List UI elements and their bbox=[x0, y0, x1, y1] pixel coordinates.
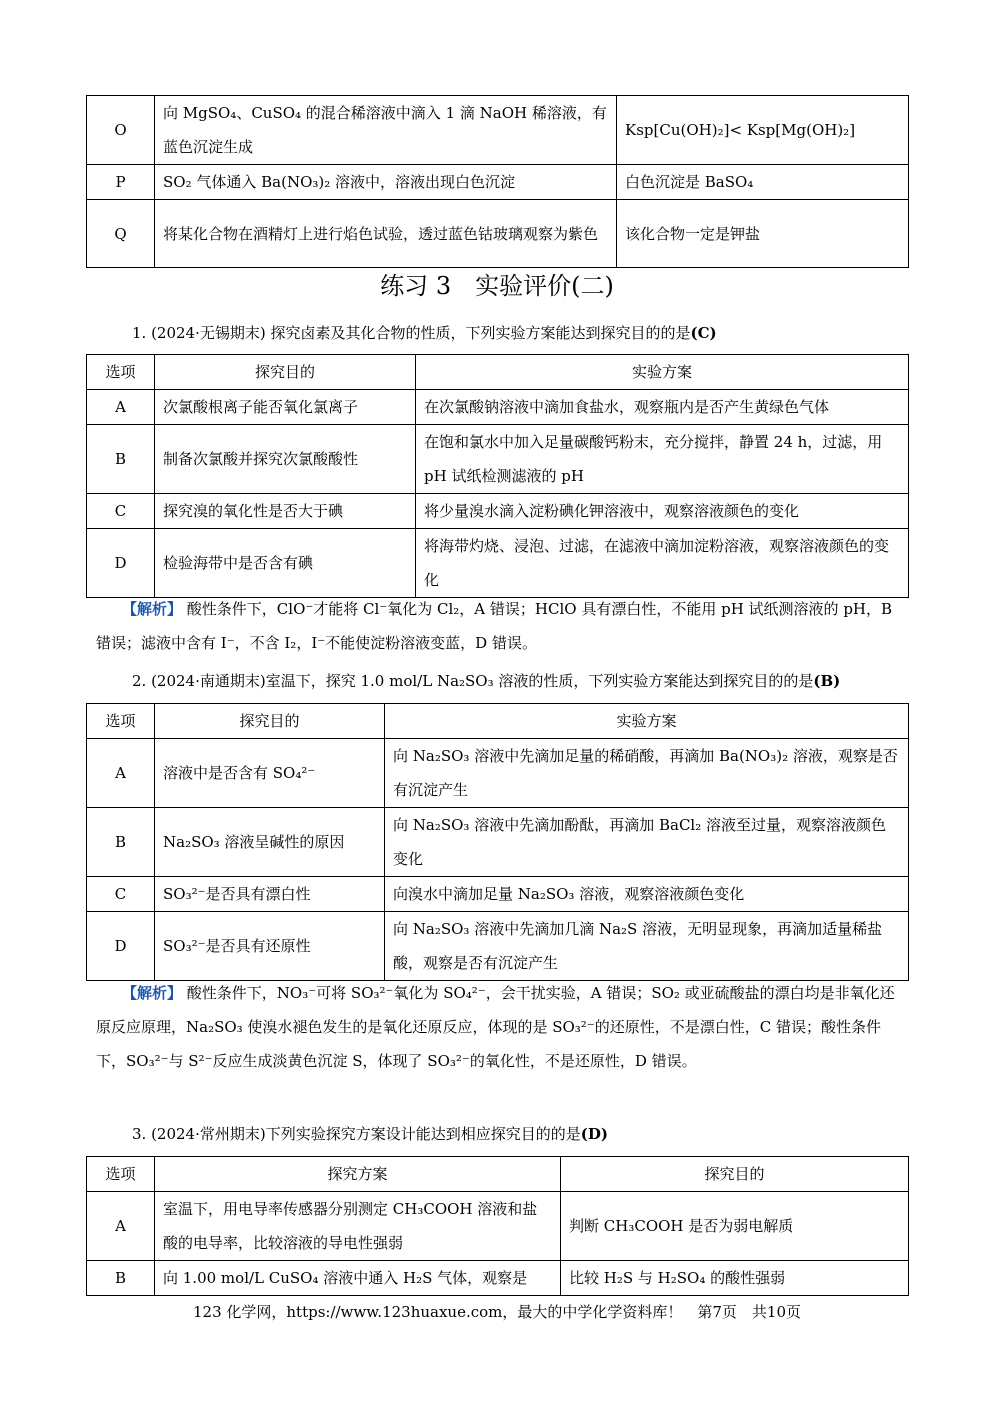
table-row bbox=[87, 877, 909, 912]
goal-cell: 制备次氯酸并探究次氯酸酸性 bbox=[155, 425, 416, 494]
plan-cell: 向 Na₂SO₃ 溶液中先滴加几滴 Na₂S 溶液，无明显现象，再滴加适量稀盐酸，观察是否有沉淀产生 bbox=[385, 912, 909, 981]
table-row bbox=[87, 390, 909, 425]
plan-cell: 向溴水中滴加足量 Na₂SO₃ 溶液，观察溶液颜色变化 bbox=[385, 877, 909, 912]
continued-table bbox=[86, 95, 909, 268]
option-cell: Q bbox=[87, 200, 155, 268]
plan-cell: 向 Na₂SO₃ 溶液中先滴加足量的稀硝酸，再滴加 Ba(NO₃)₂ 溶液，观察是否有沉淀产生 bbox=[385, 739, 909, 808]
header-option: 选项 bbox=[87, 1157, 155, 1192]
question-2-table bbox=[86, 703, 909, 981]
option-cell: B bbox=[87, 425, 155, 494]
option-cell: C bbox=[87, 877, 155, 912]
table-row bbox=[87, 494, 909, 529]
header-plan: 探究方案 bbox=[155, 1157, 561, 1192]
goal-cell: 判断 CH₃COOH 是否为弱电解质 bbox=[561, 1192, 909, 1261]
header-goal: 探究目的 bbox=[561, 1157, 909, 1192]
table-header-row bbox=[87, 704, 909, 739]
content-cell: SO₂ 气体通入 Ba(NO₃)₂ 溶液中，溶液出现白色沉淀 bbox=[155, 165, 617, 200]
goal-cell: SO₃²⁻是否具有还原性 bbox=[155, 912, 385, 981]
content-cell: 向 MgSO₄、CuSO₄ 的混合稀溶液中滴入 1 滴 NaOH 稀溶液，有蓝色沉淀生成 bbox=[155, 96, 617, 165]
option-cell: D bbox=[87, 912, 155, 981]
content-cell: 将某化合物在酒精灯上进行焰色试验，透过蓝色钴玻璃观察为紫色 bbox=[155, 200, 617, 268]
goal-cell: SO₃²⁻是否具有漂白性 bbox=[155, 877, 385, 912]
table-row bbox=[87, 200, 909, 268]
question-2-explanation bbox=[96, 976, 908, 1078]
option-cell: C bbox=[87, 494, 155, 529]
conclusion-cell: Ksp[Cu(OH)₂]< Ksp[Mg(OH)₂] bbox=[617, 96, 909, 165]
table-row bbox=[87, 529, 909, 598]
explanation-tag: 【解析】 bbox=[122, 600, 183, 618]
answer: (C) bbox=[690, 324, 717, 342]
goal-cell: 溶液中是否含有 SO₄²⁻ bbox=[155, 739, 385, 808]
explanation-text: 酸性条件下，NO₃⁻可将 SO₃²⁻氧化为 SO₄²⁻，会干扰实验，A 错误；SO₂ 或亚硫酸盐的漂白均是非氧化还原反应原理，Na₂SO₃ 使溴水褪色发生的是氧化还原反应，体现的是 SO₃²⁻的还原性，不是漂白性，C 错误；酸性条件下，SO₃²⁻与 S²⁻反应生成淡黄色沉淀 S，体现了 SO₃²⁻的氧化性，不是还原性，D 错误。 bbox=[96, 984, 895, 1070]
question-3-stem bbox=[132, 1121, 608, 1147]
table-row bbox=[87, 165, 909, 200]
question-3-table bbox=[86, 1156, 909, 1296]
plan-cell: 向 Na₂SO₃ 溶液中先滴加酚酞，再滴加 BaCl₂ 溶液至过量，观察溶液颜色变化 bbox=[385, 808, 909, 877]
header-plan: 实验方案 bbox=[385, 704, 909, 739]
option-cell: A bbox=[87, 1192, 155, 1261]
table-header-row bbox=[87, 1157, 909, 1192]
option-cell: P bbox=[87, 165, 155, 200]
answer: (D) bbox=[580, 1125, 608, 1143]
explanation-text: 酸性条件下，ClO⁻才能将 Cl⁻氧化为 Cl₂，A 错误；HClO 具有漂白性，不能用 pH 试纸测溶液的 pH，B 错误；滤液中含有 I⁻，不含 I₂，I⁻不能使淀粉溶液变蓝，D 错误。 bbox=[96, 600, 893, 652]
plan-cell: 在次氯酸钠溶液中滴加食盐水，观察瓶内是否产生黄绿色气体 bbox=[416, 390, 909, 425]
table-header-row bbox=[87, 355, 909, 390]
conclusion-cell: 白色沉淀是 BaSO₄ bbox=[617, 165, 909, 200]
table-row bbox=[87, 1261, 909, 1296]
header-option: 选项 bbox=[87, 704, 155, 739]
option-cell: D bbox=[87, 529, 155, 598]
plan-cell: 将少量溴水滴入淀粉碘化钾溶液中，观察溶液颜色的变化 bbox=[416, 494, 909, 529]
header-plan: 实验方案 bbox=[416, 355, 909, 390]
option-cell: A bbox=[87, 390, 155, 425]
question-1-table bbox=[86, 354, 909, 598]
option-cell: B bbox=[87, 808, 155, 877]
goal-cell: 次氯酸根离子能否氧化氯离子 bbox=[155, 390, 416, 425]
option-cell: B bbox=[87, 1261, 155, 1296]
plan-cell: 在饱和氯水中加入足量碳酸钙粉末，充分搅拌，静置 24 h，过滤，用 pH 试纸检测滤液的 pH bbox=[416, 425, 909, 494]
question-text: 3. (2024·常州期末)下列实验探究方案设计能达到相应探究目的的是 bbox=[132, 1125, 581, 1143]
question-1-stem bbox=[132, 320, 717, 346]
question-1-explanation bbox=[96, 592, 908, 660]
header-goal: 探究目的 bbox=[155, 355, 416, 390]
answer: (B) bbox=[813, 672, 841, 690]
plan-cell: 将海带灼烧、浸泡、过滤，在滤液中滴加淀粉溶液，观察溶液颜色的变化 bbox=[416, 529, 909, 598]
page-footer: 123 化学网，https://www.123huaxue.com，最大的中学化学资料库！ 第7页 共10页 bbox=[192, 1303, 802, 1321]
header-option: 选项 bbox=[87, 355, 155, 390]
header-goal: 探究目的 bbox=[155, 704, 385, 739]
plan-cell: 向 1.00 mol/L CuSO₄ 溶液中通入 H₂S 气体，观察是 bbox=[155, 1261, 561, 1296]
table-row bbox=[87, 808, 909, 877]
table-row bbox=[87, 912, 909, 981]
table-row bbox=[87, 1192, 909, 1261]
conclusion-cell: 该化合物一定是钾盐 bbox=[617, 200, 909, 268]
goal-cell: Na₂SO₃ 溶液呈碱性的原因 bbox=[155, 808, 385, 877]
question-text: 1. (2024·无锡期末) 探究卤素及其化合物的性质，下列实验方案能达到探究目的的是 bbox=[132, 324, 691, 342]
table-row bbox=[87, 739, 909, 808]
table-row bbox=[87, 96, 909, 165]
table-row bbox=[87, 425, 909, 494]
explanation-tag: 【解析】 bbox=[122, 984, 183, 1002]
section-title: 练习 3 实验评价(二) bbox=[380, 272, 614, 300]
option-cell: O bbox=[87, 96, 155, 165]
goal-cell: 探究溴的氧化性是否大于碘 bbox=[155, 494, 416, 529]
question-text: 2. (2024·南通期末)室温下，探究 1.0 mol/L Na₂SO₃ 溶液的性质，下列实验方案能达到探究目的的是 bbox=[132, 672, 814, 690]
option-cell: A bbox=[87, 739, 155, 808]
question-2-stem bbox=[132, 668, 840, 694]
goal-cell: 检验海带中是否含有碘 bbox=[155, 529, 416, 598]
plan-cell: 室温下，用电导率传感器分别测定 CH₃COOH 溶液和盐酸的电导率，比较溶液的导电性强弱 bbox=[155, 1192, 561, 1261]
goal-cell: 比较 H₂S 与 H₂SO₄ 的酸性强弱 bbox=[561, 1261, 909, 1296]
